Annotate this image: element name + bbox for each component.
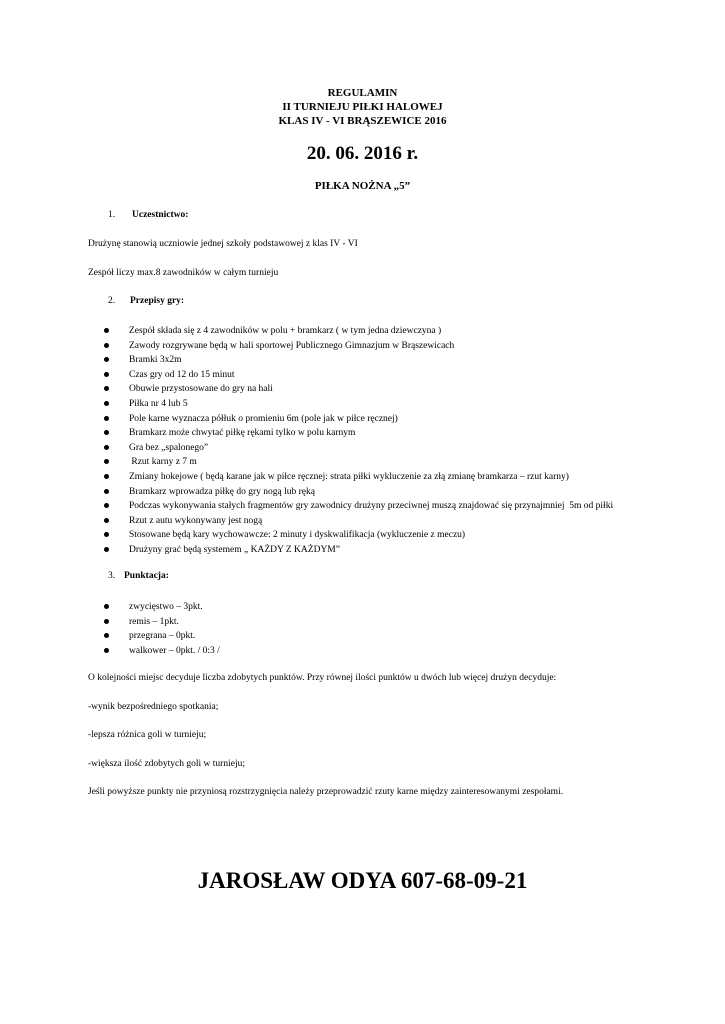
section-2-number: 2. [108,296,116,306]
bullet-icon [104,474,109,479]
contact-footer: JAROSŁAW ODYA 607-68-09-21 [197,868,528,893]
title-line-2: II TURNIEJU PIŁKI HALOWEJ [282,101,443,113]
section-2-title: Przepisy gry: [130,296,185,306]
section-1-paragraph-2: Zespół liczy max.8 zawodników w całym turnieju [88,268,279,278]
bullet-icon [104,386,109,391]
bullet-icon [104,416,109,421]
document-title [0,86,725,128]
bullet-icon [104,604,109,609]
section-3-title: Punktacja: [124,571,169,581]
section-3-paragraph-3: -lepsza różnica goli w turnieju; [88,730,207,740]
bullet-icon [104,445,109,450]
bullet-icon [104,357,109,362]
section-1-paragraph-1: Drużynę stanowią uczniowie jednej szkoły podstawowej z klas IV - VI [88,239,358,249]
section-3-number: 3. [108,571,116,581]
bullet-icon [104,372,109,377]
bullet-icon [104,503,109,508]
section-3-paragraph-4: -większa ilość zdobytych goli w turnieju; [88,759,245,769]
bullet-icon [104,459,109,464]
bullet-icon [104,619,109,624]
bullet-icon [104,518,109,523]
event-date: 20. 06. 2016 r. [306,143,419,164]
bullet-icon [104,430,109,435]
section-3-paragraph-2: -wynik bezpośredniego spotkania; [88,702,219,712]
section-3-paragraph-1: O kolejności miejsc decyduje liczba zdobytych punktów. Przy równej ilości punktów u dwóch lub więcej drużyn decyduje: [88,673,557,683]
bullet-icon [104,648,109,653]
bullet-icon [104,328,109,333]
bullet-icon [104,547,109,552]
bullet-icon [104,489,109,494]
document-subtitle: PIŁKA NOŻNA „5” [314,180,411,192]
document-page: REGULAMIN II TURNIEJU PIŁKI HALOWEJ KLAS IV - VI BRĄSZEWICE 2016 20. 06. 2016 r. PIŁKA NOŻNA „5” 1. Uczestnictwo: Drużynę stanowią uczniowie jednej szkoły podstawowej z klas IV - VI Zespół liczy max.8 zawodników w całym turnieju 2. Przepisy gry: Zespół składa się z 4 zawodników w polu + bramkarz ( w tym jedna dziewczyna ) Zawody rozgrywane będą w hali sportowej Publicznego Gimnazjum w Brąszewicach Bramki 3x2m Czas gry od 12 do 15 minut Obuwie przystosowane do gry na hali Piłka nr 4 lub 5 Pole karne wyznacza półłuk o promieniu 6m (pole jak w piłce ręcznej) Bramkarz może chwytać piłkę rękami tylko w polu karnym Gra bez „spalonego” Rzut karny z 7 m Zmiany hokejowe ( będą karane jak w piłce ręcznej: strata piłki wykluczenie za złą zmianę bramkarza – rzut karny) Bramkarz wprowadza piłkę do gry nogą lub ręką Podczas wykonywania stałych fragmentów gry zawodnicy drużyny przeciwnej muszą znajdować się przynajmniej 5m od piłki Rzut z autu wykonywany jest nogą Stosowane będą kary wychowawcze: 2 minuty i dyskwalifikacja (wykluczenie z meczu) Drużyny grać będą systemem „ KAŻDY Z KAŻDYM” 3. Punktacja: zwycięstwo – 3pkt. remis – 1pkt. przegrana – 0pkt. walkower – 0pkt. / 0:3 / O kolejności miejsc decyduje liczba zdobytych punktów. Przy równej ilości punktów u dwóch lub więcej drużyn decyduje: -wynik bezpośredniego spotkania; -lepsza różnica goli w turnieju; -większa ilość zdobytych goli w turnieju; Jeśli powyższe punkty nie przyniosą rozstrzygnięcia należy przeprowadzić rzuty karne między zainteresowanymi zespołami. JAROSŁAW ODYA 607-68-09-21 [0,0,725,1024]
title-line-3: KLAS IV - VI BRĄSZEWICE 2016 [278,115,447,127]
bullet-icon [104,633,109,638]
section-1-number: 1. [108,210,116,220]
section-1-title: Uczestnictwo: [132,210,189,220]
bullet-icon [104,343,109,348]
bullet-icon [104,401,109,406]
bullet-icon [104,532,109,537]
title-line-1: REGULAMIN [327,87,398,99]
section-3-paragraph-5: Jeśli powyższe punkty nie przyniosą rozstrzygnięcia należy przeprowadzić rzuty karne między zainteresowanymi zespołami. [88,787,564,797]
